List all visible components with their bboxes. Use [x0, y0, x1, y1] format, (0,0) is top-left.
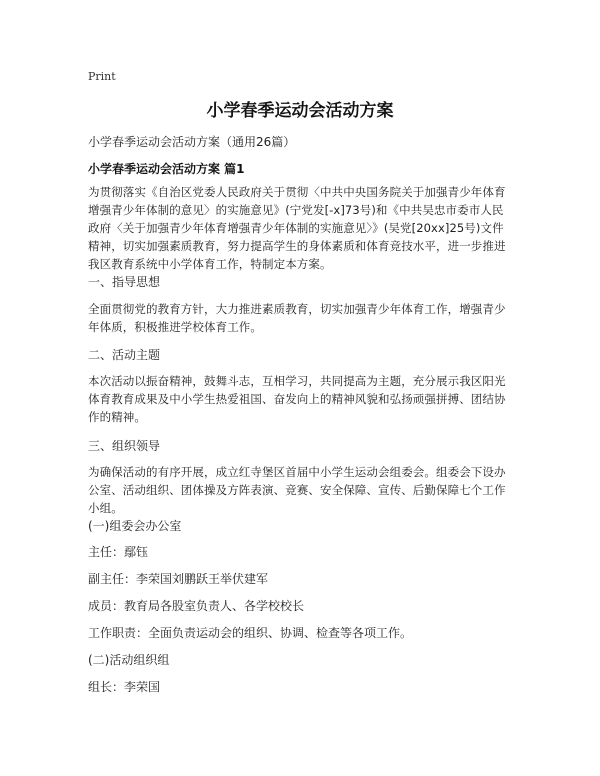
paragraph-activity-theme: 本次活动以振奋精神，鼓舞斗志，互相学习，共同提高为主题，充分展示我区阳光体育教育成果及中小学生热爱祖国、奋发向上的精神风貌和弘扬顽强拼搏、团结协作的精神。 — [88, 374, 506, 424]
office-deputy-director: 副主任：李荣国刘鹏跃王举伏建军 — [88, 572, 269, 586]
document-subtitle: 小学春季运动会活动方案（通用26篇） — [88, 135, 296, 149]
heading-guiding-thought: 一、指导思想 — [88, 275, 161, 289]
office-members: 成员：教育局各股室负责人、各学校校长 — [88, 599, 305, 613]
heading-activity-theme: 二、活动主题 — [88, 348, 161, 362]
subheading-committee-office: (一)组委会办公室 — [88, 519, 182, 533]
paragraph-organization: 为确保活动的有序开展，成立红寺堡区首届中小学生运动会组委会。组委会下设办公室、活动组织、团体操及方阵表演、竞赛、安全保障、宣传、后勤保障七个工作小组。 — [88, 465, 506, 515]
intro-paragraph: 为贯彻落实《自治区党委人民政府关于贯彻〈中共中央国务院关于加强青少年体育增强青少年体制的意见〉的实施意见》(宁党发[-x]73号)和《中共吴忠市委市人民政府〈关于加强青少年体育增强青少年体制的实施意见〉》(吴党[20xx]25号)文件精神，切实加强素质教育，努力提高学生的身体素质和体育竞技水平，进一步推进我区教育系统中小学体育工作，特制定本方案。 — [88, 185, 506, 271]
heading-organization: 三、组织领导 — [88, 439, 161, 453]
office-director: 主任：鄢钰 — [88, 545, 149, 559]
office-duties: 工作职责：全面负责运动会的组织、协调、检查等各项工作。 — [88, 626, 413, 640]
paragraph-guiding-thought: 全面贯彻党的教育方针，大力推进素质教育，切实加强青少年体育工作，增强青少年体质，积极推进学校体育工作。 — [88, 302, 506, 334]
section-heading: 小学春季运动会活动方案 篇1 — [88, 162, 245, 176]
activity-group-leader: 组长：李荣国 — [88, 680, 161, 694]
page-title: 小学春季运动会活动方案 — [206, 101, 394, 121]
subheading-activity-group: (二)活动组织组 — [88, 653, 170, 667]
print-link[interactable]: Print — [88, 70, 116, 83]
